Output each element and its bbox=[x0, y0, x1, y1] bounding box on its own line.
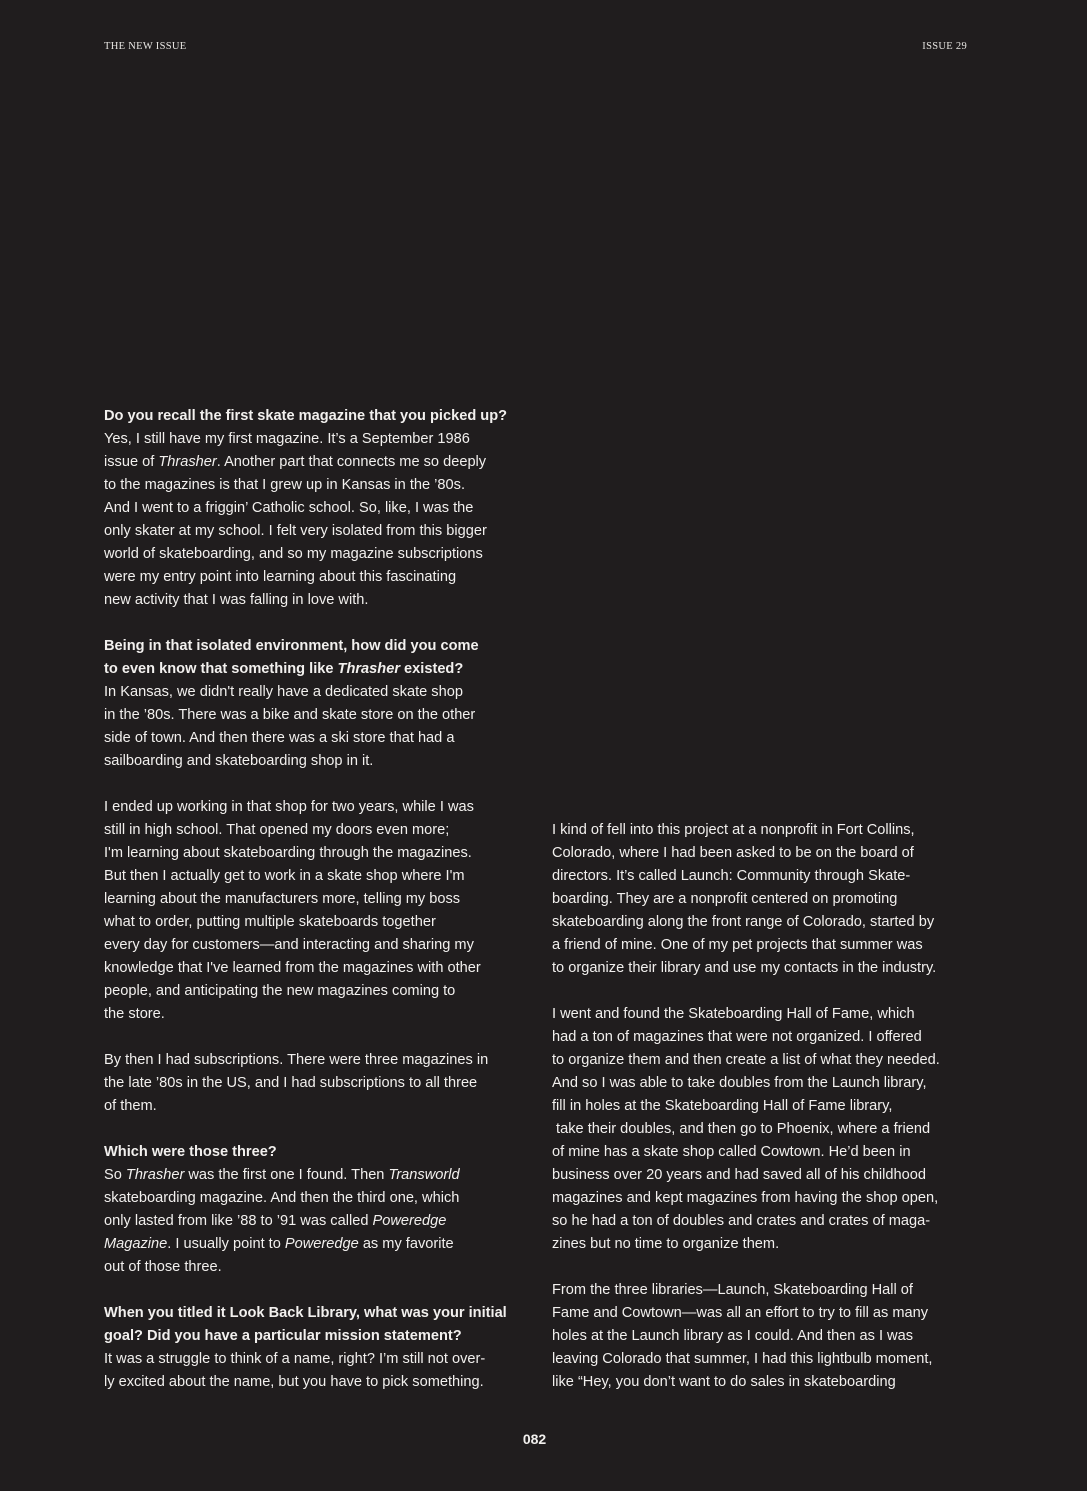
text-run: holes at the Launch library as I could. And then as I was bbox=[552, 1328, 914, 1344]
text-run: It was a struggle to think of a name, right? I’m still not over- bbox=[104, 1351, 486, 1367]
answer-line bbox=[552, 1233, 977, 1256]
answer-line bbox=[552, 1164, 977, 1187]
article-column-right bbox=[552, 819, 977, 1394]
answer-line bbox=[552, 911, 977, 934]
answer-line bbox=[552, 888, 977, 911]
text-run: business over 20 years and had saved all of his childhood bbox=[552, 1167, 927, 1183]
answer-line bbox=[104, 1348, 524, 1371]
answer-line bbox=[552, 1118, 977, 1141]
answer-line bbox=[552, 1095, 977, 1118]
text-run: goal? Did you have a particular mission statement? bbox=[104, 1328, 462, 1344]
text-run: only skater at my school. I felt very isolated from this bigger bbox=[104, 523, 487, 539]
text-run: like “Hey, you don’t want to do sales in skateboarding bbox=[552, 1374, 896, 1390]
text-run: By then I had subscriptions. There were three magazines in bbox=[104, 1052, 489, 1068]
text-run: were my entry point into learning about this fascinating bbox=[104, 569, 457, 585]
paragraph bbox=[104, 405, 524, 612]
text-run: only lasted from like ’88 to ’91 was called bbox=[104, 1213, 373, 1229]
text-run: Do you recall the first skate magazine that you picked up? bbox=[104, 408, 508, 424]
paragraph bbox=[104, 796, 524, 1026]
text-run: zines but no time to organize them. bbox=[552, 1236, 780, 1252]
answer-line bbox=[552, 934, 977, 957]
answer-line bbox=[104, 1049, 524, 1072]
running-head-publication: THE NEW ISSUE bbox=[104, 41, 187, 52]
italic-title: Thrasher bbox=[158, 454, 217, 470]
answer-line bbox=[104, 1256, 524, 1279]
text-run: side of town. And then there was a ski store that had a bbox=[104, 730, 455, 746]
answer-line bbox=[552, 1348, 977, 1371]
question-line bbox=[104, 635, 524, 658]
text-run: But then I actually get to work in a skate shop where I'm bbox=[104, 868, 465, 884]
answer-line bbox=[552, 1279, 977, 1302]
answer-line bbox=[104, 750, 524, 773]
answer-line bbox=[104, 543, 524, 566]
text-run: learning about the manufacturers more, telling my boss bbox=[104, 891, 461, 907]
answer-line bbox=[552, 1371, 977, 1394]
text-run: From the three libraries—Launch, Skateboarding Hall of bbox=[552, 1282, 913, 1298]
answer-line bbox=[104, 980, 524, 1003]
paragraph bbox=[552, 1003, 977, 1256]
answer-line bbox=[552, 819, 977, 842]
text-run: I'm learning about skateboarding through the magazines. bbox=[104, 845, 472, 861]
text-run: world of skateboarding, and so my magazine subscriptions bbox=[104, 546, 483, 562]
answer-line bbox=[104, 865, 524, 888]
paragraph bbox=[104, 1302, 524, 1394]
answer-line bbox=[104, 428, 524, 451]
text-run: ly excited about the name, but you have to pick something. bbox=[104, 1374, 484, 1390]
answer-line bbox=[104, 957, 524, 980]
paragraph bbox=[104, 1049, 524, 1118]
text-run: to the magazines is that I grew up in Kansas in the ’80s. bbox=[104, 477, 465, 493]
answer-line bbox=[104, 1371, 524, 1394]
text-run: a friend of mine. One of my pet projects that summer was bbox=[552, 937, 923, 953]
paragraph bbox=[104, 635, 524, 773]
answer-line bbox=[104, 1164, 524, 1187]
answer-line bbox=[552, 1210, 977, 1233]
text-run: what to order, putting multiple skateboards together bbox=[104, 914, 436, 930]
answer-line bbox=[552, 1325, 977, 1348]
text-run: leaving Colorado that summer, I had this lightbulb moment, bbox=[552, 1351, 933, 1367]
text-run: . I usually point to bbox=[167, 1236, 285, 1252]
answer-line bbox=[104, 589, 524, 612]
answer-line bbox=[104, 520, 524, 543]
text-run: every day for customers—and interacting and sharing my bbox=[104, 937, 474, 953]
answer-line bbox=[552, 1141, 977, 1164]
text-run: sailboarding and skateboarding shop in it. bbox=[104, 753, 374, 769]
answer-line bbox=[104, 1187, 524, 1210]
text-run: directors. It’s called Launch: Community through Skate- bbox=[552, 868, 911, 884]
answer-line bbox=[552, 1026, 977, 1049]
text-run: And I went to a friggin’ Catholic school. So, like, I was the bbox=[104, 500, 474, 516]
text-run: was the first one I found. Then bbox=[184, 1167, 389, 1183]
paragraph bbox=[552, 1279, 977, 1394]
answer-line bbox=[104, 819, 524, 842]
text-run: I ended up working in that shop for two years, while I was bbox=[104, 799, 474, 815]
text-run: Fame and Cowtown—was all an effort to try to fill as many bbox=[552, 1305, 929, 1321]
answer-line bbox=[552, 1302, 977, 1325]
text-run: In Kansas, we didn't really have a dedicated skate shop bbox=[104, 684, 463, 700]
text-run: to organize their library and use my contacts in the industry. bbox=[552, 960, 937, 976]
question-line bbox=[104, 1141, 524, 1164]
text-run: new activity that I was falling in love with. bbox=[104, 592, 369, 608]
italic-title: Thrasher bbox=[125, 1167, 185, 1183]
text-run: Colorado, where I had been asked to be on the board of bbox=[552, 845, 914, 861]
text-run: And so I was able to take doubles from the Launch library, bbox=[552, 1075, 927, 1091]
italic-title: Poweredge bbox=[372, 1213, 447, 1229]
answer-line bbox=[104, 1233, 524, 1256]
article-column-left bbox=[104, 405, 524, 1394]
answer-line bbox=[104, 1210, 524, 1233]
text-run: so he had a ton of doubles and crates and crates of maga- bbox=[552, 1213, 931, 1229]
answer-line bbox=[104, 1095, 524, 1118]
text-run: fill in holes at the Skateboarding Hall of Fame library, bbox=[552, 1098, 893, 1114]
answer-line bbox=[104, 1072, 524, 1095]
answer-line bbox=[104, 474, 524, 497]
text-run: skateboarding along the front range of Colorado, started by bbox=[552, 914, 935, 930]
text-run: skateboarding magazine. And then the third one, which bbox=[104, 1190, 460, 1206]
question-line bbox=[104, 1325, 524, 1348]
answer-line bbox=[552, 1187, 977, 1210]
text-run: still in high school. That opened my doors even more; bbox=[104, 822, 450, 838]
text-run: had a ton of magazines that were not organized. I offered bbox=[552, 1029, 922, 1045]
answer-line bbox=[552, 1049, 977, 1072]
italic-title: Transworld bbox=[388, 1167, 460, 1183]
text-run: people, and anticipating the new magazines coming to bbox=[104, 983, 456, 999]
answer-line bbox=[104, 842, 524, 865]
italic-title: Magazine bbox=[104, 1236, 168, 1252]
text-run: the store. bbox=[104, 1006, 165, 1022]
text-run: as my favorite bbox=[358, 1236, 454, 1252]
running-head-issue: ISSUE 29 bbox=[922, 41, 967, 52]
answer-line bbox=[104, 497, 524, 520]
text-run: of mine has a skate shop called Cowtown. He’d been in bbox=[552, 1144, 911, 1160]
text-run: out of those three. bbox=[104, 1259, 222, 1275]
text-run: magazines and kept magazines from having the shop open, bbox=[552, 1190, 939, 1206]
answer-line bbox=[104, 888, 524, 911]
answer-line bbox=[552, 1072, 977, 1095]
answer-line bbox=[104, 796, 524, 819]
answer-line bbox=[552, 842, 977, 865]
text-run: knowledge that I've learned from the magazines with other bbox=[104, 960, 481, 976]
text-run: So bbox=[104, 1167, 126, 1183]
text-run: to even know that something like bbox=[104, 661, 338, 677]
answer-line bbox=[104, 451, 524, 474]
answer-line bbox=[552, 957, 977, 980]
answer-line bbox=[104, 911, 524, 934]
question-line bbox=[104, 405, 524, 428]
text-run: boarding. They are a nonprofit centered on promoting bbox=[552, 891, 898, 907]
answer-line bbox=[104, 727, 524, 750]
question-line bbox=[104, 658, 524, 681]
italic-title: Thrasher bbox=[337, 661, 400, 677]
answer-line bbox=[104, 681, 524, 704]
text-run: existed? bbox=[400, 661, 464, 677]
text-run: to organize them and then create a list of what they needed. bbox=[552, 1052, 940, 1068]
answer-line bbox=[552, 1003, 977, 1026]
answer-line bbox=[104, 704, 524, 727]
page-number: 082 bbox=[522, 1431, 547, 1447]
answer-line bbox=[104, 1003, 524, 1026]
text-run: When you titled it Look Back Library, what was your initial bbox=[104, 1305, 507, 1321]
text-run: take their doubles, and then go to Phoenix, where a friend bbox=[552, 1121, 931, 1137]
text-run: the late ’80s in the US, and I had subscriptions to all three bbox=[104, 1075, 478, 1091]
italic-title: Poweredge bbox=[284, 1236, 359, 1252]
text-run: I kind of fell into this project at a nonprofit in Fort Collins, bbox=[552, 822, 915, 838]
text-run: Which were those three? bbox=[104, 1144, 277, 1160]
answer-line bbox=[104, 934, 524, 957]
text-run: Being in that isolated environment, how did you come bbox=[104, 638, 479, 654]
text-run: I went and found the Skateboarding Hall of Fame, which bbox=[552, 1006, 915, 1022]
text-run: in the ’80s. There was a bike and skate store on the other bbox=[104, 707, 476, 723]
text-run: of them. bbox=[104, 1098, 157, 1114]
paragraph bbox=[104, 1141, 524, 1279]
text-run: issue of bbox=[104, 454, 159, 470]
answer-line bbox=[104, 566, 524, 589]
question-line bbox=[104, 1302, 524, 1325]
text-run: . Another part that connects me so deeply bbox=[216, 454, 487, 470]
answer-line bbox=[552, 865, 977, 888]
text-run: Yes, I still have my first magazine. It’s a September 1986 bbox=[104, 431, 470, 447]
paragraph bbox=[552, 819, 977, 980]
